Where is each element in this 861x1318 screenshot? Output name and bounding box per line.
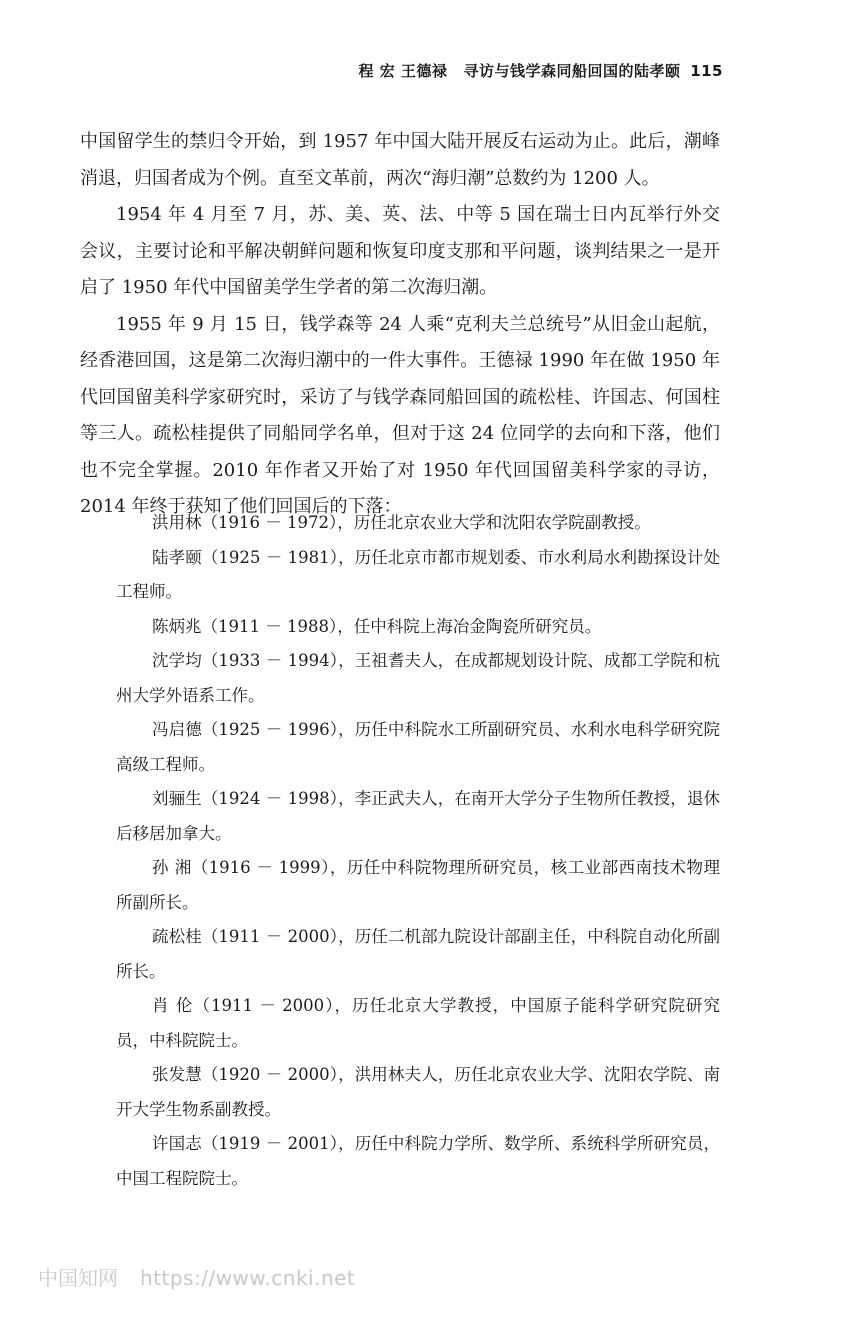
bio-entry: 疏松桂（1911 － 2000），历任二机部九院设计部副主任，中科院自动化所副所长。 <box>116 927 720 981</box>
biography-list <box>116 506 720 1196</box>
running-header <box>358 60 723 81</box>
bio-entry: 冯启德（1925 － 1996），历任中科院水工所副研究员、水利水电科学研究院高级工程师。 <box>116 720 720 774</box>
cnki-watermark <box>38 1262 355 1291</box>
body-text <box>80 124 720 526</box>
bio-entry: 许国志（1919 － 2001），历任中科院力学所、数学所、系统科学所研究员，中国工程院院士。 <box>116 1134 720 1188</box>
bio-entry: 刘骊生（1924 － 1998），李正武夫人，在南开大学分子生物所任教授，退休后移居加拿大。 <box>116 789 720 843</box>
bio-entry: 张发慧（1920 － 2000），洪用林夫人，历任北京农业大学、沈阳农学院、南开大学生物系副教授。 <box>116 1065 720 1119</box>
paragraph-continuation: 中国留学生的禁归令开始，到 1957 年中国大陆开展反右运动为止。此后，潮峰消退，归国者成为个例。直至文革前，两次“海归潮”总数约为 1200 人。 <box>80 131 720 189</box>
watermark-brand: 中国知网 <box>38 1266 118 1290</box>
paragraph-geneva-conference: 1954 年 4 月至 7 月，苏、美、英、法、中等 5 国在瑞士日内瓦举行外交会议，主要讨论和平解决朝鲜问题和恢复印度支那和平问题，谈判结果之一是开启了 1950 年代中国留美学生学者的第二次海归潮。 <box>80 204 720 298</box>
bio-entry: 肖 伦（1911 － 2000），历任北京大学教授，中国原子能科学研究院研究员，中科院院士。 <box>116 996 720 1050</box>
bio-entry: 陆孝颐（1925 － 1981），历任北京市都市规划委、市水利局水利勘探设计处工程师。 <box>116 547 720 601</box>
bio-entry: 沈学均（1933 － 1994），王祖耆夫人，在成都规划设计院、成都工学院和杭州大学外语系工作。 <box>116 651 720 705</box>
header-authors: 程 宏 王德禄 <box>358 62 448 80</box>
bio-entry: 陈炳兆（1911 － 1988），任中科院上海冶金陶瓷所研究员。 <box>152 616 602 636</box>
bio-entry: 孙 湘（1916 － 1999），历任中科院物理所研究员，核工业部西南技术物理所副所长。 <box>116 858 720 912</box>
watermark-url: https://www.cnki.net <box>140 1266 356 1290</box>
paragraph-cleveland-voyage: 1955 年 9 月 15 日，钱学森等 24 人乘“克利夫兰总统号”从旧金山起航，经香港回国，这是第二次海归潮中的一件大事件。王德禄 1990 年在做 1950 年代回国留美科学家研究时，采访了与钱学森同船回国的疏松桂、许国志、何国柱等三人。疏松桂提供了同船同学名单，但对于这 24 位同学的去向和下落，他们也不完全掌握。2010 年作者又开始了对 1950 年代回国留美科学家的寻访，2014 年终于获知了他们回国后的下落： <box>80 313 720 517</box>
bio-entry: 洪用林（1916 － 1972），历任北京农业大学和沈阳农学院副教授。 <box>152 513 651 532</box>
page-number: 115 <box>690 62 723 80</box>
header-article-title: 寻访与钱学森同船回国的陆孝颐 <box>463 62 681 80</box>
